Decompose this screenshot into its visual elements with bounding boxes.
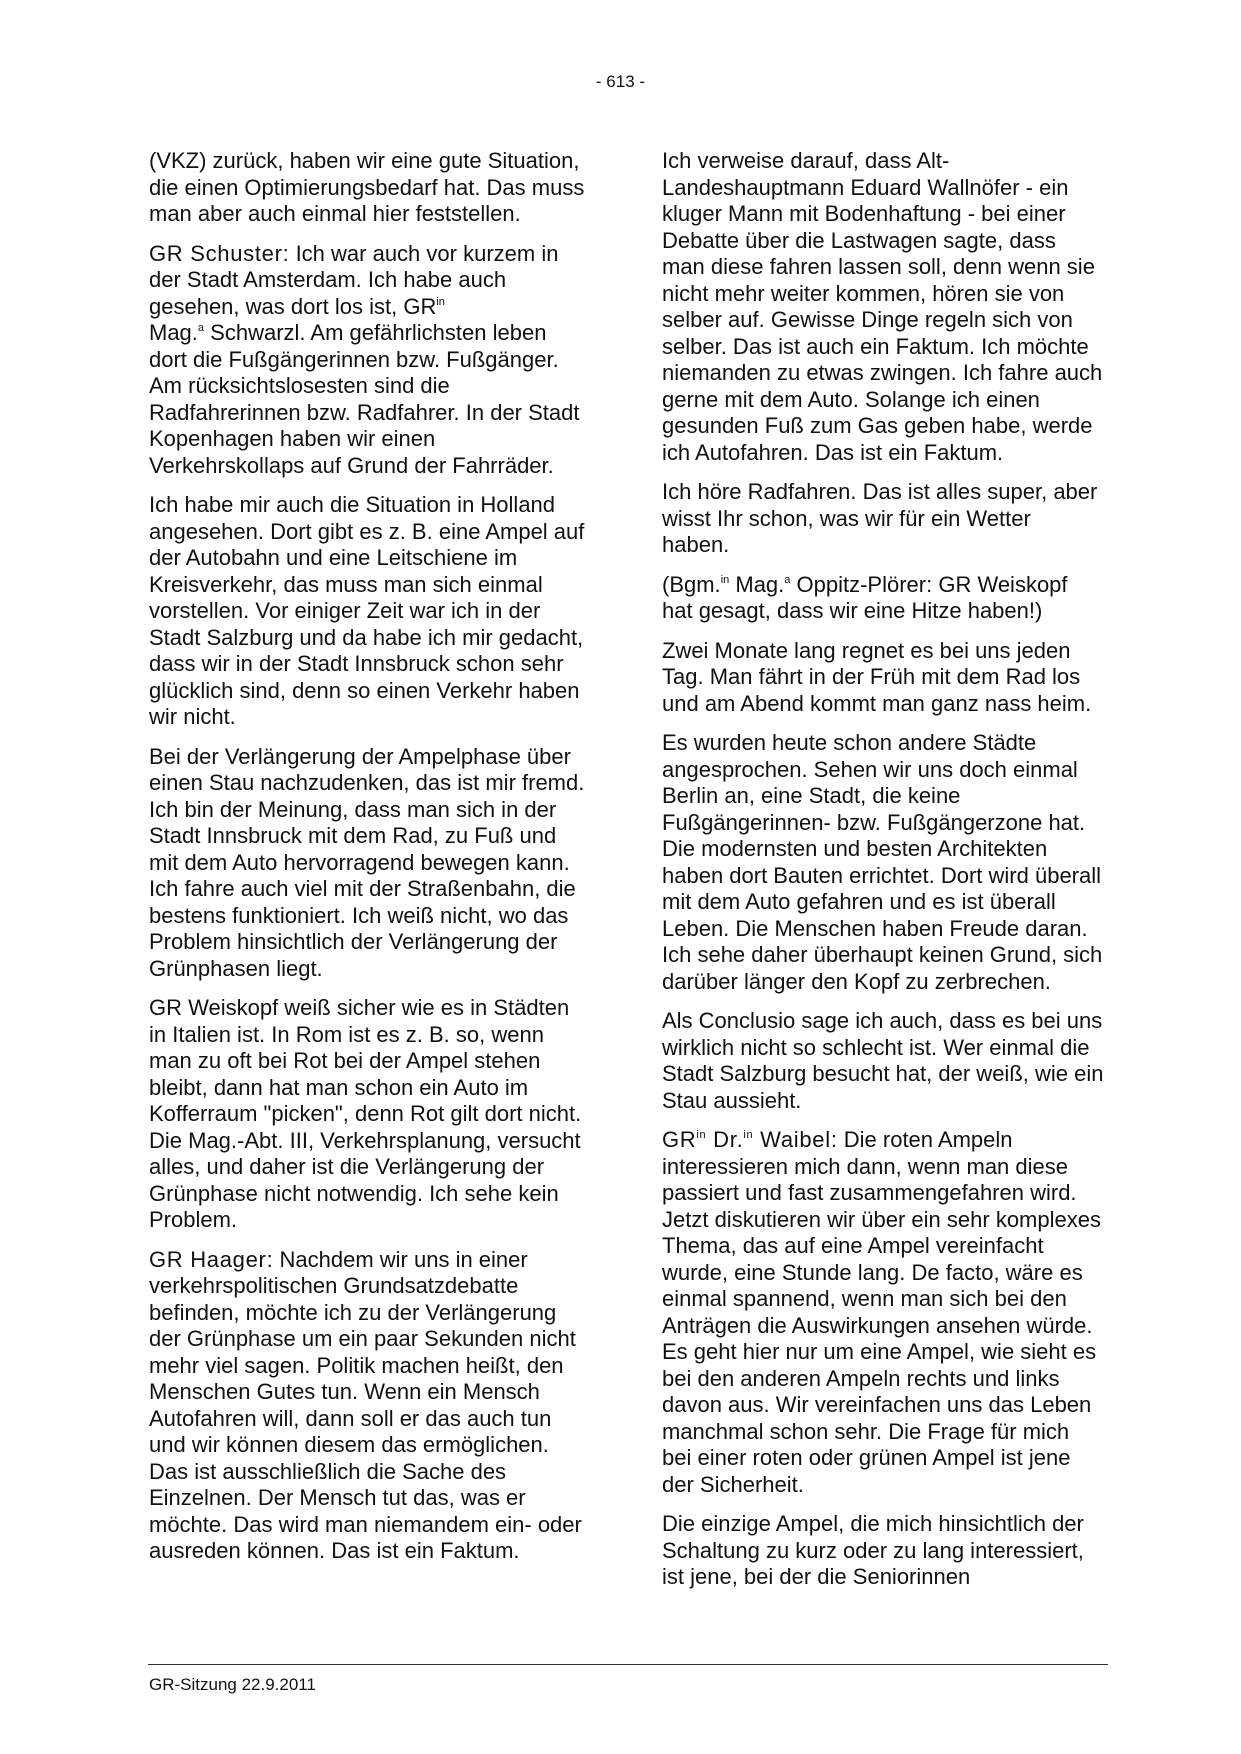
paragraph-interjection: (Bgm.$^{in}$ Mag.$^a$ Oppitz-Plörer: GR Weiskopf hat gesagt, dass wir eine Hitze haben!) [662,571,1068,623]
paragraph: Ich höre Radfahren. Das ist alles super, aber wisst Ihr schon, was wir für ein Wetter haben. [662,479,1098,557]
paragraph-schuster: GR Schuster: Ich war auch vor kurzem in der Stadt Amsterdam. Ich habe auch gesehen, was dort los ist, $GR^{in}$ Mag.$^a$ Schwarzl. Am gefährlichsten leben dort die Fußgängerinnen bzw. Fußgänger. Am rücksichtslosesten sind die Radfahrerinnen bzw. Radfahrer. In der Stadt Kopenhagen haben wir einen Verkehrskollaps auf Grund der Fahrräder. [149,240,580,478]
paragraph: GR Weiskopf weiß sicher wie es in Städten in Italien ist. In Rom ist es z. B. so, wenn man zu oft bei Rot bei der Ampel stehen bleibt, dann hat man schon ein Auto im Kofferraum "picken", denn Rot gilt dort nicht. Die Mag.-Abt. III, Verkehrsplanung, versucht alles, und daher ist die Verlängerung der Grünphase nicht notwendig. Ich sehe kein Problem. [149,995,582,1232]
paragraph-haager: GR Haager: Nachdem wir uns in einer verkehrspolitischen Grundsatzdebatte befinden, möchte ich zu der Verlängerung der Grünphase um ein paar Sekunden nicht mehr viel sagen. Politik machen heißt, den Menschen Gutes tun. Wenn ein Mensch Autofahren will, dann soll er das auch tun und wir können diesem das ermöglichen. Das ist ausschließlich die Sache des Einzelnen. Der Mensch tut das, was er möchte. Das wird man niemandem ein- oder ausreden können. Das ist ein Faktum. [149,1246,582,1563]
page-number: - 613 - [595,72,646,91]
paragraph: Ich habe mir auch die Situation in Holland angesehen. Dort gibt es z. B. eine Ampel auf der Autobahn und eine Leitschiene im Kreisverkehr, das muss man sich einmal vorstellen. Vor einiger Zeit war ich in der Stadt Salzburg und da habe ich mir gedacht, dass wir in der Stadt Innsbruck schon sehr glücklich sind, denn so einen Verkehr haben wir nicht. [149,492,585,729]
paragraph-waibel: $GR^{in}$ Dr.$^{in}$ Waibel: Die roten Ampeln interessieren mich dann, wenn man diese passiert und fast zusammengefahren wird. Jetzt diskutieren wir über ein sehr komplexes Thema, das auf eine Ampel vereinfacht wurde, eine Stunde lang. De facto, wäre es einmal spannend, wenn man sich bei den Anträgen die Auswirkungen ansehen würde. Es geht hier nur um eine Ampel, wie sieht es bei den anderen Ampeln rechts und links davon aus. Wir vereinfachen uns das Leben manchmal schon sehr. Die Frage für mich bei einer roten oder grünen Ampel ist jene der Sicherheit. [662,1127,1101,1497]
paragraph: Zwei Monate lang regnet es bei uns jeden Tag. Man fährt in der Früh mit dem Rad los und am Abend kommt man ganz nass heim. [662,637,1092,716]
speaker-name: GR Haager: [149,1246,274,1272]
paragraph: Ich verweise darauf, dass Alt-Landeshauptmann Eduard Wallnöfer - ein kluger Mann mit Bodenhaftung - bei einer Debatte über die Lastwagen sagte, dass man diese fahren lassen soll, denn wenn sie nicht mehr weiter kommen, hören sie von selber auf. Gewisse Dinge regeln sich von selber. Das ist auch ein Faktum. Ich möchte niemanden zu etwas zwingen. Ich fahre auch gerne mit dem Auto. Solange ich einen gesunden Fuß zum Gas geben habe, werde ich Autofahren. Das ist ein Faktum. [662,148,1103,465]
paragraph: (VKZ) zurück, haben wir eine gute Situation, die einen Optimierungsbedarf hat. Das muss man aber auch einmal hier feststellen. [149,148,585,226]
footer-divider [148,1664,1108,1665]
speaker-name: GR Schuster: [149,240,290,266]
footer-session-date: GR-Sitzung 22.9.2011 [149,1675,316,1694]
paragraph: Es wurden heute schon andere Städte angesprochen. Sehen wir uns doch einmal Berlin an, eine Stadt, die keine Fußgängerinnen- bzw. Fußgängerzone hat. Die modernsten und besten Architekten haben dort Bauten errichtet. Dort wird überall mit dem Auto gefahren und es ist überall Leben. Die Menschen haben Freude daran. Ich sehe daher überhaupt keinen Grund, sich darüber länger den Kopf zu zerbrechen. [662,730,1103,994]
paragraph: Als Conclusio sage ich auch, dass es bei uns wirklich nicht so schlecht ist. Wer einmal die Stadt Salzburg besucht hat, der weiß, wie ein Stau aussieht. [662,1008,1104,1113]
paragraph: Bei der Verlängerung der Ampelphase über einen Stau nachzudenken, das ist mir fremd. Ich bin der Meinung, dass man sich in der Stadt Innsbruck mit dem Rad, zu Fuß und mit dem Auto hervorragend bewegen kann. Ich fahre auch viel mit der Straßenbahn, die bestens funktioniert. Ich weiß nicht, wo das Problem hinsichtlich der Verlängerung der Grünphasen liegt. [149,743,585,981]
right-column [662,148,1104,1604]
paragraph: Die einzige Ampel, die mich hinsichtlich der Schaltung zu kurz oder zu lang interessiert, ist jene, bei der die Seniorinnen [662,1511,1084,1589]
speaker-name: $GR^{in}$ Dr.$^{in}$ Waibel: [662,1127,838,1152]
left-column [149,148,589,1578]
